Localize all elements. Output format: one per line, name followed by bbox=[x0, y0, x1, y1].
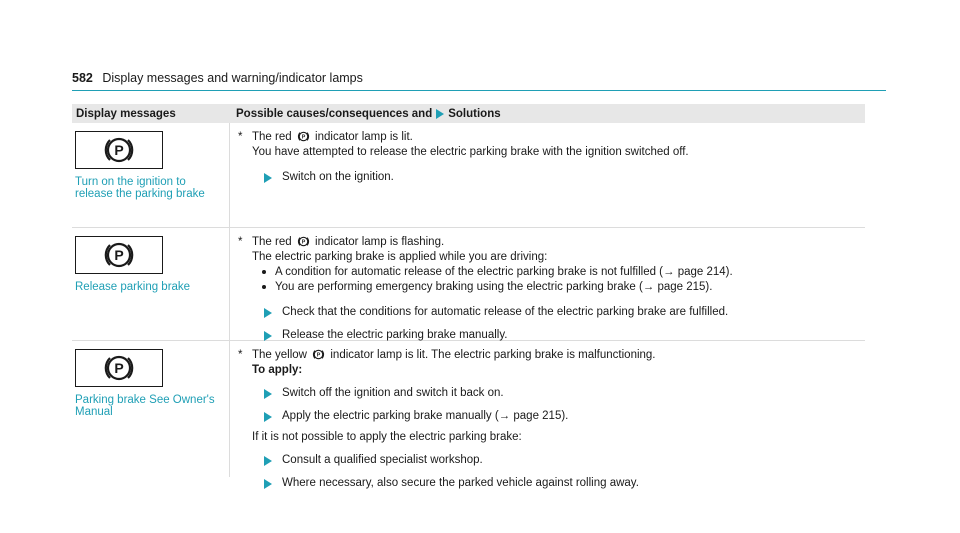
list-item: You are performing emergency braking using the electric parking brake (→ page 215). bbox=[238, 280, 865, 295]
triangle-arrow-icon bbox=[264, 308, 272, 318]
triangle-arrow-icon bbox=[264, 173, 272, 183]
table-row bbox=[72, 341, 865, 489]
cause-text: The red bbox=[252, 131, 292, 143]
parking-brake-icon bbox=[75, 131, 163, 169]
causes-cell bbox=[230, 123, 865, 227]
footnote-star: * bbox=[238, 131, 243, 143]
col2-label-a: Possible causes/consequences and bbox=[236, 107, 433, 120]
col2-label-b: Solutions bbox=[448, 107, 501, 120]
footnote-star: * bbox=[238, 236, 243, 248]
solution-step: Where necessary, also secure the parked vehicle against rolling away. bbox=[238, 476, 865, 491]
display-message-cell bbox=[72, 228, 230, 340]
svg-text:P: P bbox=[301, 134, 306, 141]
solution-step: Consult a qualified specialist workshop. bbox=[238, 453, 865, 468]
page-number: 582 bbox=[72, 71, 93, 85]
solution-step: Release the electric parking brake manually. bbox=[238, 328, 865, 343]
solution-step: Switch off the ignition and switch it back on. bbox=[238, 386, 865, 401]
list-item: A condition for automatic release of the electric parking brake is not fulfilled (→ page 214). bbox=[238, 265, 865, 280]
table-row bbox=[72, 123, 865, 228]
causes-cell bbox=[230, 228, 865, 340]
svg-text:P: P bbox=[114, 247, 124, 263]
svg-text:P: P bbox=[301, 239, 306, 246]
svg-text:P: P bbox=[114, 142, 124, 158]
messages-table bbox=[72, 104, 865, 489]
table-row bbox=[72, 228, 865, 341]
cause-text: The red bbox=[252, 236, 292, 248]
header-rule bbox=[72, 90, 886, 91]
solution-step: Check that the conditions for automatic release of the electric parking brake are fulfilled. bbox=[238, 305, 865, 320]
display-message-cell bbox=[72, 341, 230, 477]
cause-detail: You have attempted to release the electric parking brake with the ignition switched off. bbox=[252, 146, 689, 158]
triangle-arrow-icon bbox=[264, 389, 272, 399]
col-display-messages: Display messages bbox=[76, 107, 176, 120]
triangle-arrow-icon bbox=[264, 331, 272, 341]
display-message-text: Turn on the ignition to release the parking brake bbox=[75, 176, 205, 200]
solution-step: Switch on the ignition. bbox=[238, 170, 865, 185]
parking-brake-icon bbox=[312, 348, 325, 361]
parking-brake-icon bbox=[75, 349, 163, 387]
cause-text: The yellow bbox=[252, 349, 307, 361]
triangle-arrow-icon bbox=[436, 109, 444, 119]
display-message-cell bbox=[72, 123, 230, 227]
solution-step: Apply the electric parking brake manually (→ page 215). bbox=[238, 409, 865, 424]
table-header bbox=[72, 104, 865, 123]
svg-text:P: P bbox=[114, 360, 124, 376]
col-causes-solutions bbox=[230, 108, 865, 120]
triangle-arrow-icon bbox=[264, 456, 272, 466]
triangle-arrow-icon bbox=[264, 479, 272, 489]
parking-brake-icon bbox=[75, 236, 163, 274]
footnote-star: * bbox=[238, 349, 243, 361]
cause-text: indicator lamp is flashing. bbox=[315, 236, 445, 248]
page-title: Display messages and warning/indicator lamps bbox=[102, 71, 363, 85]
to-apply-label: To apply: bbox=[252, 364, 303, 376]
triangle-arrow-icon bbox=[264, 412, 272, 422]
cause-detail: The electric parking brake is applied while you are driving: bbox=[252, 251, 548, 263]
page-header bbox=[72, 70, 363, 86]
cause-text: indicator lamp is lit. The electric parking brake is malfunctioning. bbox=[330, 349, 656, 361]
svg-text:P: P bbox=[316, 352, 321, 359]
display-message-text: Parking brake See Owner's Manual bbox=[75, 394, 215, 418]
parking-brake-icon bbox=[297, 235, 310, 248]
parking-brake-icon bbox=[297, 130, 310, 143]
cause-text: indicator lamp is lit. bbox=[315, 131, 413, 143]
display-message-text: Release parking brake bbox=[75, 281, 191, 293]
causes-cell bbox=[230, 341, 865, 489]
note-text: If it is not possible to apply the electric parking brake: bbox=[252, 431, 522, 443]
